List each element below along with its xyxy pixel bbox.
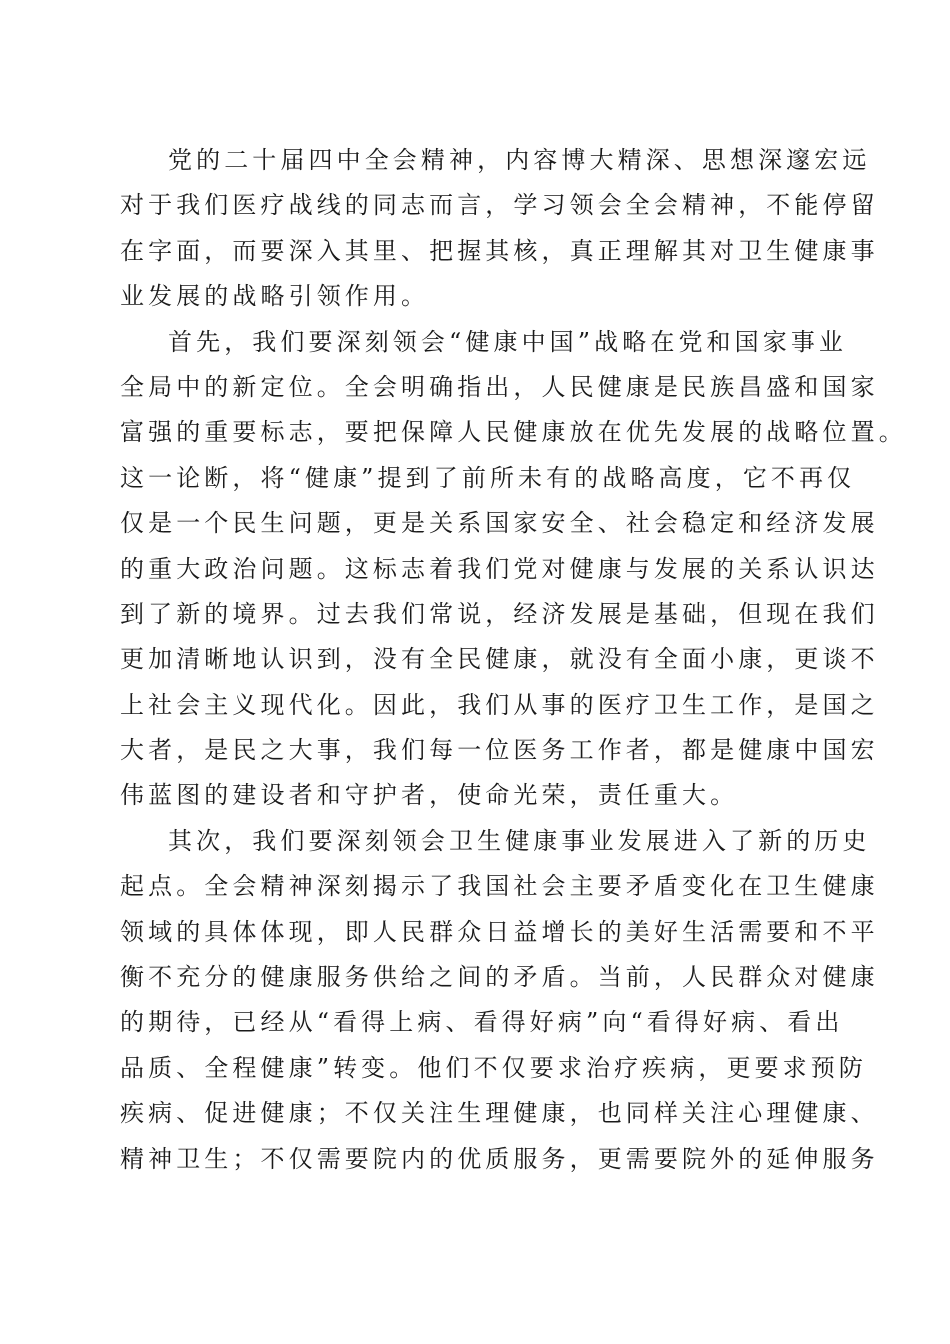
paragraph-line: 领域的具体体现，即人民群众日益增长的美好生活需要和不平 xyxy=(120,917,879,946)
paragraph-line: 大者，是民之大事，我们每一位医务工作者，都是健康中国宏 xyxy=(120,736,879,765)
paragraph-line: 起点。全会精神深刻揭示了我国社会主要矛盾变化在卫生健康 xyxy=(120,872,879,901)
paragraph-line: 精神卫生；不仅需要院内的优质服务，更需要院外的延伸服务 xyxy=(120,1144,879,1173)
paragraph-line: 全局中的新定位。全会明确指出，人民健康是民族昌盛和国家 xyxy=(120,372,879,401)
paragraph-line: 其次，我们要深刻领会卫生健康事业发展进入了新的历史 xyxy=(168,826,871,855)
paragraph-line: 的期待，已经从“看得上病、看得好病”向“看得好病、看出 xyxy=(120,1008,844,1037)
paragraph-line: 在字面，而要深入其里、把握其核，真正理解其对卫生健康事 xyxy=(120,236,879,265)
paragraph-line: 首先，我们要深刻领会“健康中国”战略在党和国家事业 xyxy=(168,327,848,356)
paragraph-line: 这一论断，将“健康”提到了前所未有的战略高度，它不再仅 xyxy=(120,463,856,492)
paragraph-line: 富强的重要标志，要把保障人民健康放在优先发展的战略位置。 xyxy=(120,418,907,447)
paragraph-line: 党的二十届四中全会精神，内容博大精深、思想深邃宏远 xyxy=(168,146,871,174)
body-text xyxy=(120,138,907,1182)
paragraph-line: 伟蓝图的建设者和守护者，使命光荣，责任重大。 xyxy=(120,781,739,810)
paragraph-line: 对于我们医疗战线的同志而言，学习领会全会精神，不能停留 xyxy=(120,191,879,220)
paragraph-line: 的重大政治问题。这标志着我们党对健康与发展的关系认识达 xyxy=(120,554,879,583)
paragraph-line: 疾病、促进健康；不仅关注生理健康，也同样关注心理健康、 xyxy=(120,1099,879,1128)
paragraph-line: 品质、全程健康”转变。他们不仅要求治疗疾病，更要求预防 xyxy=(120,1053,867,1082)
paragraph-line: 业发展的战略引领作用。 xyxy=(120,282,430,311)
paragraph-line: 更加清晰地认识到，没有全民健康，就没有全面小康，更谈不 xyxy=(120,645,879,674)
paragraph-line: 仅是一个民生问题，更是关系国家安全、社会稳定和经济发展 xyxy=(120,509,879,538)
paragraph-line: 上社会主义现代化。因此，我们从事的医疗卫生工作，是国之 xyxy=(120,690,879,719)
paragraph-line: 衡不充分的健康服务供给之间的矛盾。当前，人民群众对健康 xyxy=(120,963,879,992)
paragraph-line: 到了新的境界。过去我们常说，经济发展是基础，但现在我们 xyxy=(120,599,879,628)
